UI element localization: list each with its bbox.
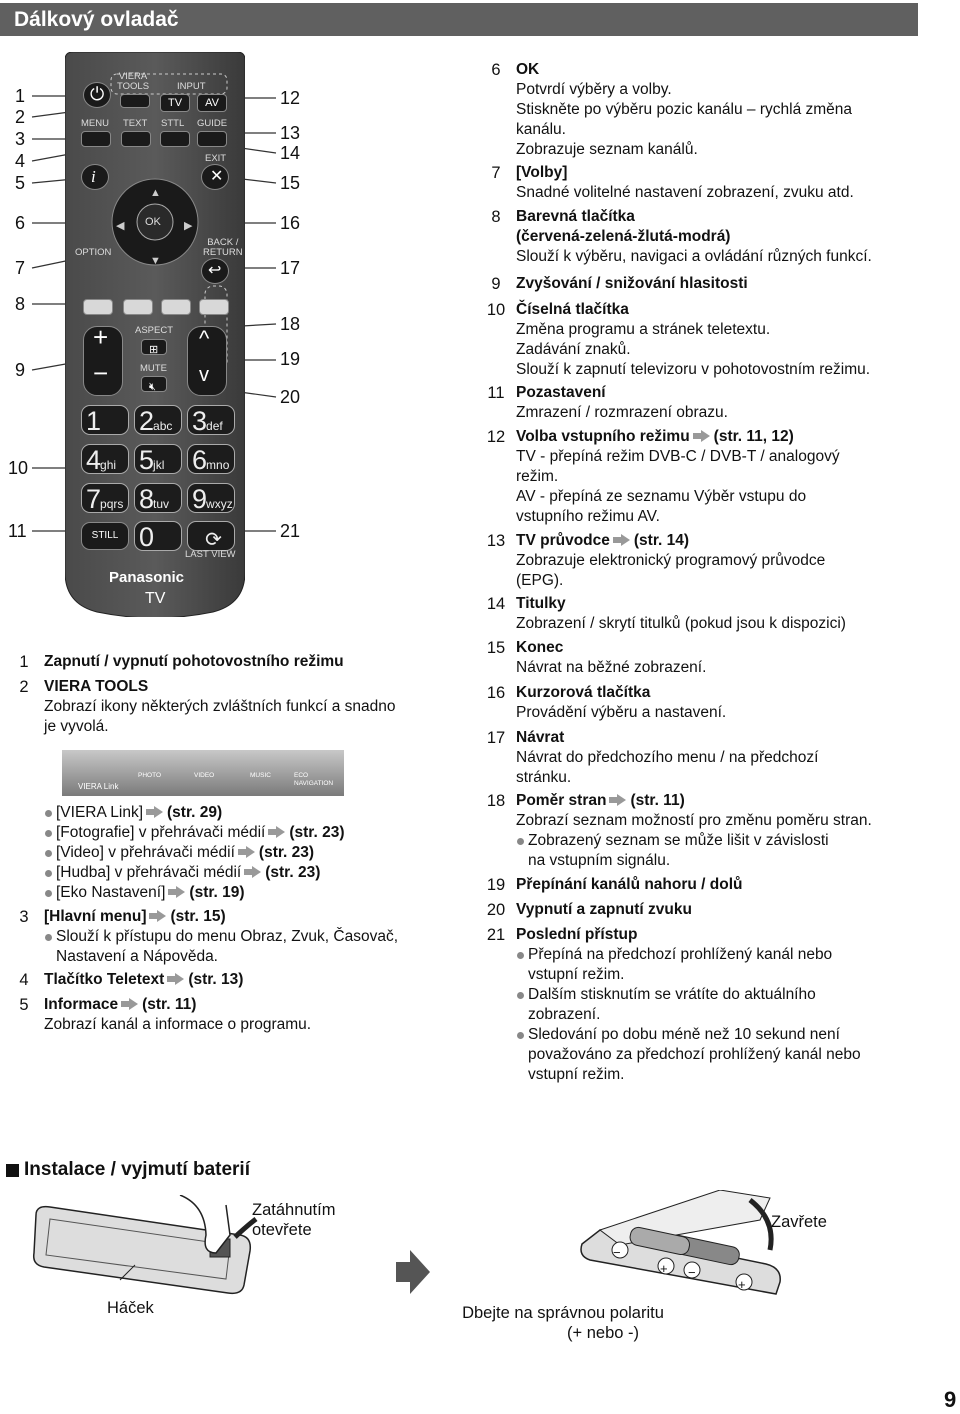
yellow-button[interactable] [161,299,191,315]
callout-21: 21 [280,521,301,541]
callout-9: 9 [15,360,26,380]
callout-15: 15 [280,173,301,193]
entry-line: režim. [516,468,559,485]
bullet-item: [Eko Nastavení] (str. 19) [44,883,344,903]
arrow-ref-icon [149,910,167,922]
channel-down-icon: v [199,364,209,386]
square-bullet-icon [6,1164,19,1177]
entry-line: Zobrazí ikony některých zvláštních funkcí a snadno [44,698,396,715]
entry-line: Zobrazuje elektronický programový průvodce [516,552,826,569]
text-span: Tlačítko Teletext [44,971,165,988]
entry-line: TV - přepíná režim DVB-C / DVB-T / analogový [516,448,840,465]
viera-tools-label: VIERA TOOLS [117,71,150,92]
entry-number: 2 [19,678,29,696]
callout-2: 2 [15,107,26,127]
bullet-continuation: na vstupním signálu. [528,852,671,869]
entry-line: Slouží k zapnutí televizoru v pohotovostním režimu. [516,361,871,378]
entry-number: 18 [486,792,506,810]
bullet-item: [VIERA Link] (str. 29) [44,803,344,823]
text-span: (str. 11) [630,792,685,809]
text-button[interactable] [121,131,151,147]
entry-number: 13 [486,532,506,550]
back-return-icon: ↩ [208,262,222,279]
bullet-continuation: Nastavení a Nápověda. [56,948,218,965]
menu-label: MENU [81,118,109,129]
page-number: 9 [944,1387,957,1412]
digit-1-button[interactable] [81,405,129,435]
bullet-item: Slouží k přístupu do menu Obraz, Zvuk, Časovač, [44,927,398,947]
digit-9-letters: wxyz [206,497,233,511]
entry-number: 3 [19,908,29,926]
guide-label: GUIDE [197,118,228,129]
entry-title: Pozastavení [516,384,606,401]
bullet-item: Přepíná na předchozí prohlížený kanál nebo [516,945,861,965]
digit-2-button[interactable] [134,405,182,435]
digit-3-button[interactable] [187,405,235,435]
red-button[interactable] [83,299,113,315]
viera-link-caption: VIERA Link [78,782,119,791]
battery-insert-illustration [570,1190,800,1300]
cursor-right-icon[interactable]: ▶ [184,220,193,232]
mute-icon: 🔇︎ [149,381,156,393]
entry-title: Číselná tlačítka [516,301,629,318]
arrow-ref-icon [693,430,711,442]
callout-18: 18 [280,314,301,334]
entry-number: 8 [491,208,501,226]
bullet-item: Zobrazený seznam se může lišit v závislosti [516,831,872,851]
pull-open-caption [252,1200,335,1240]
bullet-continuation: zobrazení. [528,1006,601,1023]
entry-number: 19 [486,876,506,894]
hook-caption: Háček [107,1299,154,1317]
callout-16: 16 [280,213,301,233]
entry-title: [Volby] [516,164,568,181]
digit-2-letters: abc [153,419,173,433]
digit-0-button[interactable] [134,521,182,551]
arrow-ref-icon [609,794,627,806]
digit-8: 8 [139,484,154,514]
arrow-ref-icon [168,886,186,898]
text-span: (str. 13) [188,971,244,988]
exit-button[interactable] [201,164,229,190]
volume-down-icon: − [93,358,109,388]
text-span: Informace [44,996,119,1013]
music-caption: MUSIC [250,772,271,779]
text-span: otevřete [252,1221,312,1239]
entry-number: 20 [486,901,506,919]
entry-line: Zobrazí kanál a informace o programu. [44,1016,312,1033]
mute-label: MUTE [140,363,167,374]
entry-line: vstupního režimu AV. [516,508,660,525]
arrow-ref-icon [268,826,286,838]
digit-1: 1 [86,406,101,436]
battery-cover-open-illustration [30,1195,260,1305]
arrow-ref-icon [244,866,262,878]
power-icon: ⏻ [90,84,105,104]
back-return-button[interactable] [201,258,229,284]
text-span: Poměr stran [516,792,607,809]
text-span: (str. 15) [170,908,226,925]
menu-button[interactable] [81,131,111,147]
video-caption: VIDEO [194,772,215,779]
sttl-label: STTL [161,118,185,129]
polarity-sign: − [688,1265,696,1280]
viera-tools-bullets [44,803,344,903]
entry-number: 5 [19,996,29,1014]
entry-title: Vypnutí a zapnutí zvuku [516,901,692,918]
back-return-label: BACK / RETURN [203,237,243,258]
entry-title: Titulky [516,595,566,612]
cursor-left-icon[interactable]: ◀ [116,220,125,232]
text-span: Volba vstupního režimu [516,428,690,445]
digit-9-button[interactable] [187,483,235,513]
entry-number: 11 [487,384,505,402]
entry-title: Zapnutí / vypnutí pohotovostního režimu [44,653,344,670]
callout-3: 3 [15,129,26,149]
digit-4: 4 [86,445,101,475]
power-button[interactable] [83,82,111,108]
callout-6: 6 [15,213,26,233]
text-span: (str. 11) [142,996,197,1013]
callout-20: 20 [280,387,301,407]
digit-6-letters: mno [206,458,230,472]
entry-title: (červená-zelená-žlutá-modrá) [516,228,731,245]
aspect-button[interactable] [141,339,167,355]
entry-line: Zobrazuje seznam kanálů. [516,141,698,158]
entry-title [516,427,840,447]
arrow-ref-icon [167,973,185,985]
entry-title: Návrat [516,729,565,746]
entry-title: Barevná tlačítka [516,208,635,225]
callout-11: 11 [8,521,27,541]
exit-label: EXIT [205,153,227,164]
bullet-item: Dalším stisknutím se vrátíte do aktuálního [516,985,861,1005]
entry-number: 6 [491,61,501,79]
entry-title: VIERA TOOLS [44,678,149,695]
entry-title: Poslední přístup [516,926,638,943]
digit-3: 3 [192,406,207,436]
digit-6-button[interactable] [187,444,235,474]
entry-title [516,791,872,811]
text-span: Zatáhnutím [252,1201,336,1219]
entry-line: Návrat na běžné zobrazení. [516,659,707,676]
entry-line: Změna programu a stránek teletextu. [516,321,771,338]
callout-13: 13 [280,123,301,143]
volume-rocker[interactable] [83,322,123,396]
text-span: (+ nebo -) [567,1324,639,1342]
digit-4-button[interactable] [81,444,129,474]
next-step-arrow-icon [396,1250,430,1294]
digit-7: 7 [86,484,101,514]
text-span: (str. 11, 12) [713,428,794,445]
arrow-ref-icon [613,534,631,546]
entry-line: kanálu. [516,121,566,138]
text-label: TEXT [123,118,148,129]
last-view-icon: ⟳ [205,529,221,551]
callout-8: 8 [15,294,26,314]
callout-14: 14 [280,143,301,163]
entry-title: Přepínání kanálů nahoru / dolů [516,876,743,893]
callout-5: 5 [15,173,26,193]
entry-title: Konec [516,639,564,656]
entry-title [44,907,398,927]
entry-title [44,995,311,1015]
last-view-button[interactable] [187,521,235,551]
brand-logo: Panasonic [109,569,185,586]
volume-up-icon: + [93,322,109,352]
option-label: OPTION [75,247,112,258]
arrow-ref-icon [121,998,139,1010]
callout-19: 19 [280,349,301,369]
green-button[interactable] [123,299,153,315]
entry-number: 4 [19,971,29,989]
callout-4: 4 [15,151,26,171]
callout-10: 10 [8,458,29,478]
bullet-item: [Fotografie] v přehrávači médií (str. 23) [44,823,344,843]
entry-line: Zadávání znaků. [516,341,631,358]
digit-9: 9 [192,484,207,514]
entry-number: 1 [19,653,29,671]
entry-number: 15 [486,639,506,657]
text-span: Dbejte na správnou polaritu [462,1304,664,1322]
bullet-item: [Video] v přehrávači médií (str. 23) [44,843,344,863]
av-button[interactable]: AV [197,94,227,112]
digit-2: 2 [139,406,154,436]
entry-line: Zobrazí seznam možností pro změnu poměru stran. [516,812,872,829]
bullet-continuation: vstupní režim. [528,1066,625,1083]
entry-title [44,970,243,990]
viera-link-menu-image [62,750,344,796]
entry-number: 7 [491,164,501,182]
still-button[interactable]: STILL [81,522,129,550]
entry-line: Provádění výběru a nastavení. [516,704,727,721]
digit-0: 0 [139,522,154,552]
callout-7: 7 [15,258,26,278]
last-view-label: LAST VIEW [185,549,236,560]
digit-5-letters: jkl [153,458,165,472]
entry-line: AV - přepíná ze seznamu Výběr vstupu do [516,488,807,505]
battery-section-title [6,1160,250,1180]
entry-line: Snadné volitelné nastavení zobrazení, zvuku atd. [516,184,854,201]
digit-8-letters: tuv [153,497,170,511]
entry-title: OK [516,61,540,78]
photo-caption: PHOTO [138,772,161,779]
entry-number: 14 [486,595,506,613]
digit-7-letters: pqrs [100,497,124,511]
battery-title-text: Instalace / vyjmutí baterií [24,1159,250,1180]
entry-line: stránku. [516,769,572,786]
entry-number: 17 [486,729,506,747]
polarity-caption [443,1303,683,1343]
entry-number: 10 [486,301,506,319]
channel-up-icon: ^ [199,326,210,351]
input-label: INPUT [177,81,206,92]
digit-3-letters: def [206,419,223,433]
entry-line: Zmrazení / rozmrazení obrazu. [516,404,728,421]
polarity-sign: − [613,1245,621,1260]
bullet-item: Sledování po dobu méně než 10 sekund není [516,1025,861,1045]
cursor-down-icon[interactable]: ▼ [150,255,161,267]
digit-5: 5 [139,445,154,475]
entry-line: Potvrdí výběry a volby. [516,81,672,98]
model-label: TV [145,590,166,607]
digit-4-letters: ghi [100,458,117,472]
text-span: (str. 14) [633,532,690,549]
text-span: TV průvodce [516,532,610,549]
entry-number: 21 [486,926,506,944]
entry-title: Kurzorová tlačítka [516,684,651,701]
entry-title [516,531,825,551]
mute-button[interactable] [141,376,167,392]
blue-button[interactable] [199,299,229,315]
bullet-continuation: vstupní režim. [528,966,625,983]
polarity-sign: + [660,1261,668,1276]
guide-button[interactable] [197,131,227,147]
tv-button[interactable]: TV [160,94,190,112]
callout-17: 17 [280,258,301,278]
callout-1: 1 [15,86,26,106]
cursor-up-icon[interactable]: ▲ [150,187,161,199]
digit-8-button[interactable] [134,483,182,513]
entry-line: Návrat do předchozího menu / na předchozí [516,749,819,766]
exit-x-icon: ✕ [210,168,224,185]
aspect-icon: ⊞ [149,344,159,356]
remote-control-diagram [65,52,245,617]
entry-number: 12 [486,428,506,446]
bullet-continuation: považováno za předchozí prohlížený kanál nebo [528,1046,861,1063]
info-icon: i [91,167,96,186]
entry-number: 16 [486,684,506,702]
entry-title: Zvyšování / snižování hlasitosti [516,275,748,292]
aspect-label: ASPECT [135,325,174,336]
entry-line: Zobrazení / skrytí titulků (pokud jsou k dispozici) [516,615,846,632]
entry-line: Slouží k výběru, navigaci a ovládání různých funkcí. [516,248,872,265]
info-button[interactable] [81,164,109,190]
digit-6: 6 [192,445,207,475]
entry-line: (EPG). [516,572,564,589]
sttl-button[interactable] [160,131,190,147]
eco-navigation-caption: ECO NAVIGATION [294,772,334,787]
callout-12: 12 [280,88,301,108]
viera-tools-button[interactable] [120,94,150,108]
digit-5-button[interactable] [134,444,182,474]
entry-line: Stiskněte po výběru pozic kanálu – rychlá změna [516,101,853,118]
arrow-ref-icon [238,846,256,858]
channel-rocker[interactable] [187,326,227,396]
section-title: Dálkový ovladač [14,8,179,31]
text-span: [Hlavní menu] [44,908,147,925]
bullet-item: [Hudba] v přehrávači médií (str. 23) [44,863,344,883]
entry-number: 9 [491,275,501,293]
digit-7-button[interactable] [81,483,129,513]
arrow-ref-icon [146,806,164,818]
polarity-sign: + [738,1277,746,1292]
ok-label: OK [145,216,161,228]
close-caption: Zavřete [771,1213,827,1231]
entry-line: je vyvolá. [44,718,109,735]
